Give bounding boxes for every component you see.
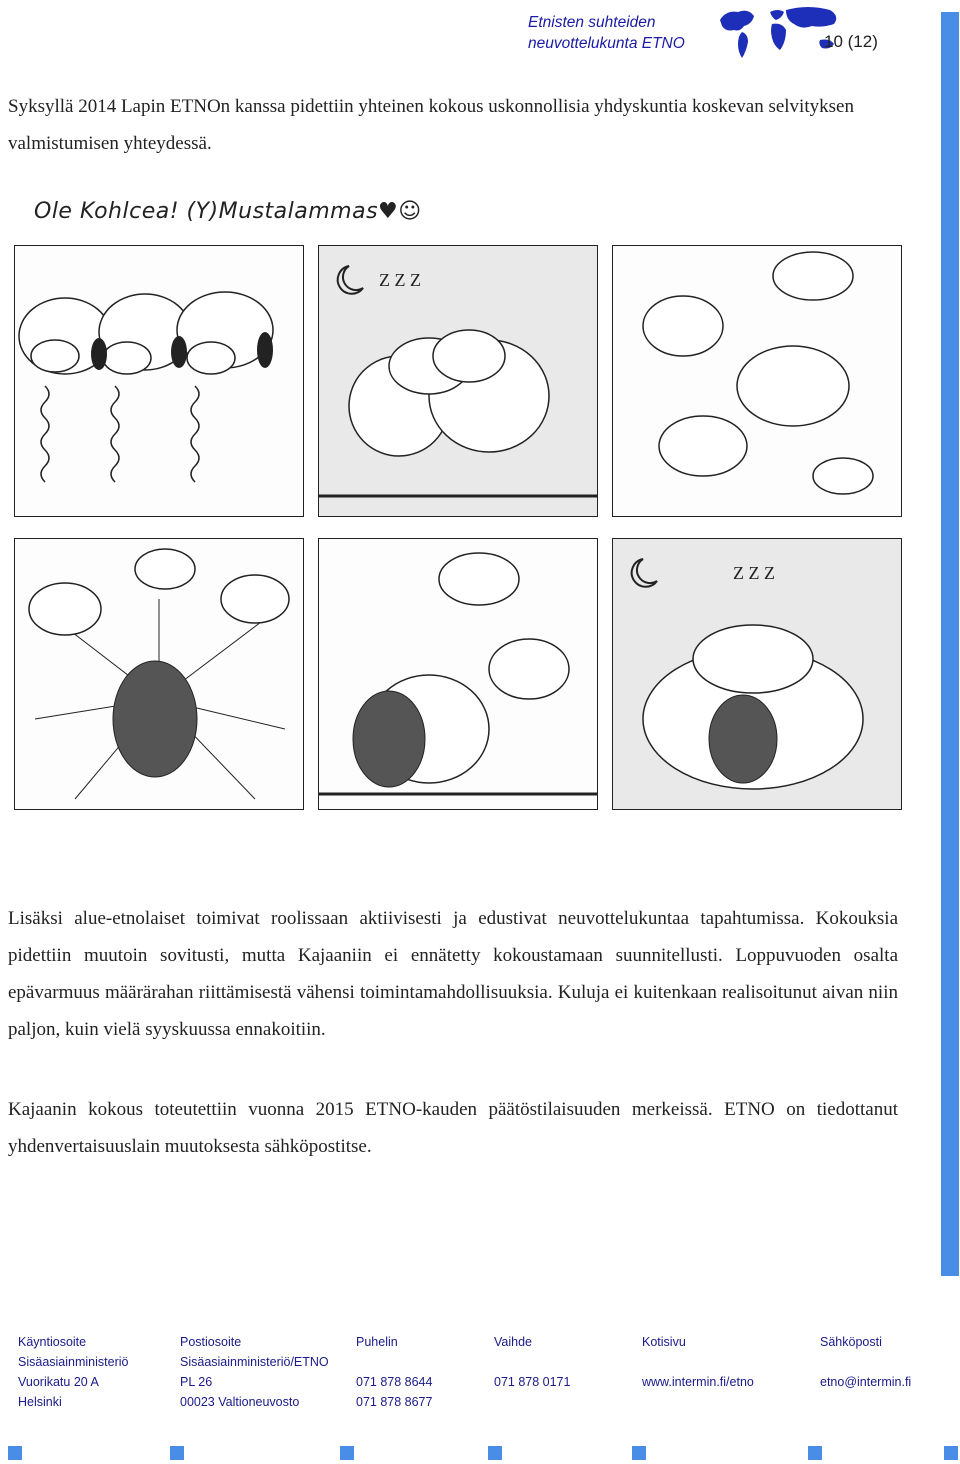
page-number: 10 (12)	[824, 32, 878, 51]
footer-column-homepage	[642, 1332, 754, 1412]
footer-line: 00023 Valtioneuvosto	[180, 1395, 300, 1409]
footer-line	[494, 1352, 570, 1372]
decorative-square	[488, 1446, 502, 1460]
decorative-square	[632, 1446, 646, 1460]
footer-column-switchboard	[494, 1332, 570, 1412]
footer-line: 071 878 8644	[356, 1375, 433, 1389]
sheep-drawing	[613, 539, 901, 809]
footer-heading: Kotisivu	[642, 1335, 686, 1349]
sheep-drawing	[15, 246, 303, 516]
footer-email-link[interactable]: etno@intermin.fi	[820, 1375, 912, 1389]
footer-line: 071 878 0171	[494, 1375, 571, 1389]
decorative-square	[170, 1446, 184, 1460]
decorative-square	[808, 1446, 822, 1460]
footer-line	[820, 1352, 911, 1372]
footer-column-visiting-address	[18, 1332, 128, 1412]
decorative-square	[340, 1446, 354, 1460]
footer-line: Sisäasiainministeriö/ETNO	[180, 1355, 329, 1369]
footer-column-phone	[356, 1332, 432, 1412]
footer-heading: Puhelin	[356, 1335, 398, 1349]
comic-illustration	[0, 195, 960, 825]
organization-name	[528, 12, 728, 54]
footer-line: PL 26	[180, 1375, 213, 1389]
footer-heading: Käyntiosoite	[18, 1335, 87, 1349]
comic-panel-1	[14, 245, 304, 517]
sheep-drawing	[15, 539, 303, 809]
comic-panel-2	[318, 245, 598, 517]
footer-heading: Postiosoite	[180, 1335, 242, 1349]
footer-line: Helsinki	[18, 1395, 62, 1409]
organization-name-line1: Etnisten suhteiden	[528, 14, 656, 31]
footer-line: Vuorikatu 20 A	[18, 1375, 99, 1389]
footer-column-postal-address	[180, 1332, 329, 1412]
footer-column-email	[820, 1332, 911, 1412]
comic-panel-3	[612, 245, 902, 517]
organization-name-line2: neuvottelukunta ETNO	[528, 35, 685, 52]
comic-panel-6	[612, 538, 902, 810]
footer-line: 071 878 8677	[356, 1395, 433, 1409]
comic-panel-5	[318, 538, 598, 810]
footer-heading: Sähköposti	[820, 1335, 882, 1349]
comic-title: Ole Kohlcea! (Y)Mustalammas♥︎☺	[34, 199, 422, 224]
footer-heading: Vaihde	[494, 1335, 532, 1349]
sheep-drawing	[319, 539, 597, 809]
decorative-square	[8, 1446, 22, 1460]
footer-line	[356, 1352, 432, 1372]
sheep-drawing	[613, 246, 901, 516]
svg-text:Z Z Z: Z Z Z	[733, 563, 775, 583]
comic-panel-4	[14, 538, 304, 810]
paragraph-activities: Lisäksi alue-etnolaiset toimivat roolissaan aktiivisesti ja edustivat neuvottelukuntaa tapahtumissa. Kokouksia pidettiin muutoin sovitusti, mutta Kajaaniin ei ennätetty kokoustamaan suunnitellusti. Loppuvuoden osalta epävarmuus määrärahan riittämisestä vähensi toimintamahdollisuuksia. Kuluja ei kuitenkaan realisoitunut aivan niin paljon, kuin vielä syyskuussa ennakoitiin.	[8, 908, 898, 1040]
paragraph-intro: Syksyllä 2014 Lapin ETNOn kanssa pidettiin yhteinen kokous uskonnollisia yhdyskuntia koskevan selvityksen valmistumisen yhteydessä.	[8, 96, 854, 154]
footer-line	[494, 1392, 570, 1412]
decorative-square	[944, 1446, 958, 1460]
footer-line: Sisäasiainministeriö	[18, 1355, 129, 1369]
footer-line	[642, 1392, 754, 1412]
footer-line	[642, 1352, 754, 1372]
footer-line	[820, 1392, 911, 1412]
paragraph-kajaani: Kajaanin kokous toteutettiin vuonna 2015 ETNO-kauden päätöstilaisuuden merkeissä. ETNO on tiedottanut yhdenvertaisuuslain muutoksesta sähköpostitse.	[8, 1099, 898, 1157]
footer-homepage-link[interactable]: www.intermin.fi/etno	[642, 1375, 754, 1389]
sheep-drawing	[319, 246, 597, 516]
svg-text:Z Z Z: Z Z Z	[379, 270, 421, 290]
